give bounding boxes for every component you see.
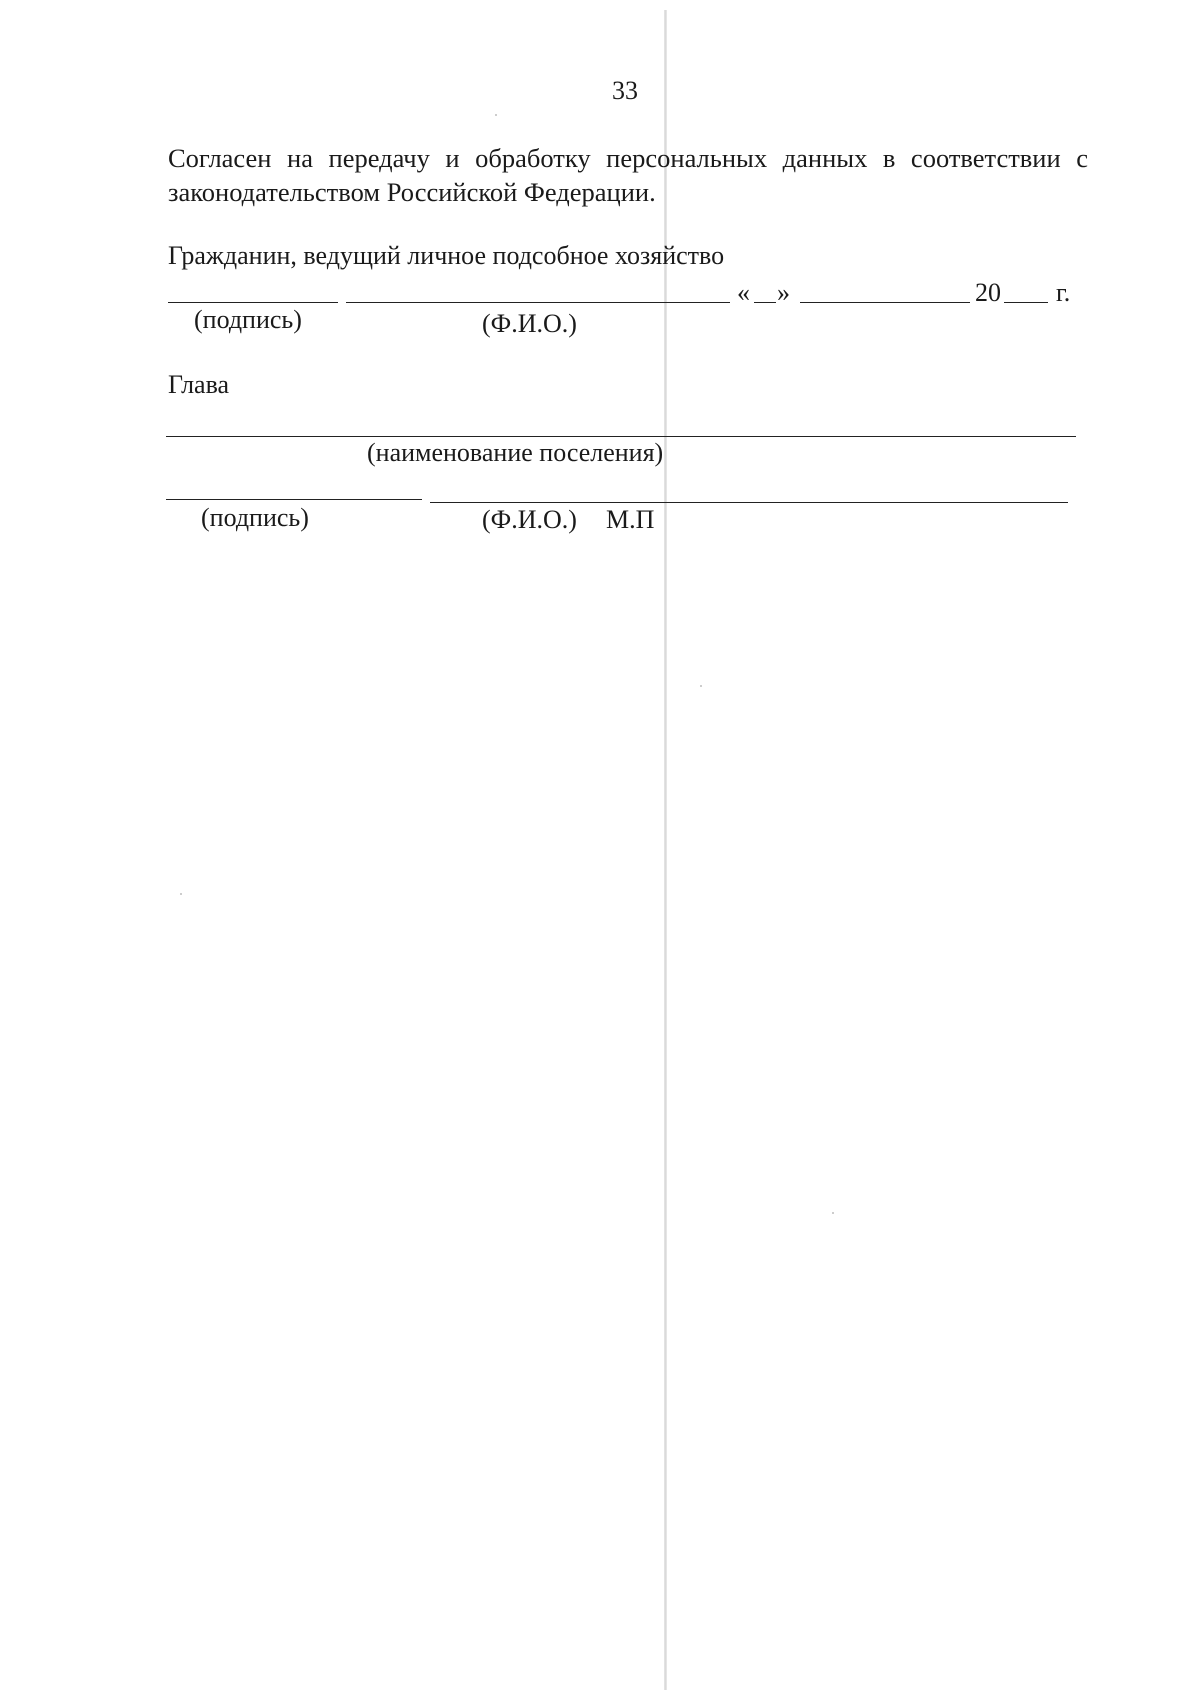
citizen-signature-caption: (подпись)	[194, 305, 302, 334]
year-prefix: 20	[975, 278, 1001, 307]
citizen-signature-blank	[168, 302, 338, 303]
seal-caption: М.П	[606, 505, 655, 534]
head-fio-blank	[430, 502, 1068, 503]
head-signature-caption: (подпись)	[201, 503, 309, 532]
citizen-fio-blank	[346, 302, 730, 303]
year-blank	[1004, 302, 1048, 303]
settlement-caption: (наименование поселения)	[367, 438, 664, 467]
month-blank	[800, 302, 970, 303]
consent-line-2: законодательством Российской Федерации.	[168, 177, 656, 207]
head-title: Глава	[168, 370, 230, 399]
day-quote-close: »	[777, 278, 790, 307]
scan-speck	[832, 1212, 834, 1214]
consent-line-1: Согласен на передачу и обработку персональных данных в соответствии с	[168, 143, 1088, 173]
scan-speck	[180, 893, 182, 895]
scan-speck	[700, 685, 702, 687]
page-number: 33	[612, 76, 638, 105]
scan-speck	[495, 114, 497, 116]
day-quote-open: «	[737, 278, 750, 307]
day-blank	[754, 302, 776, 303]
consent-paragraph	[168, 141, 1088, 209]
citizen-fio-caption: (Ф.И.О.)	[482, 309, 577, 338]
citizen-heading: Гражданин, ведущий личное подсобное хозяйство	[168, 241, 725, 270]
year-suffix: г.	[1056, 278, 1071, 307]
settlement-name-blank	[166, 436, 1076, 437]
head-fio-caption: (Ф.И.О.)	[482, 505, 577, 534]
head-signature-blank	[166, 499, 422, 500]
